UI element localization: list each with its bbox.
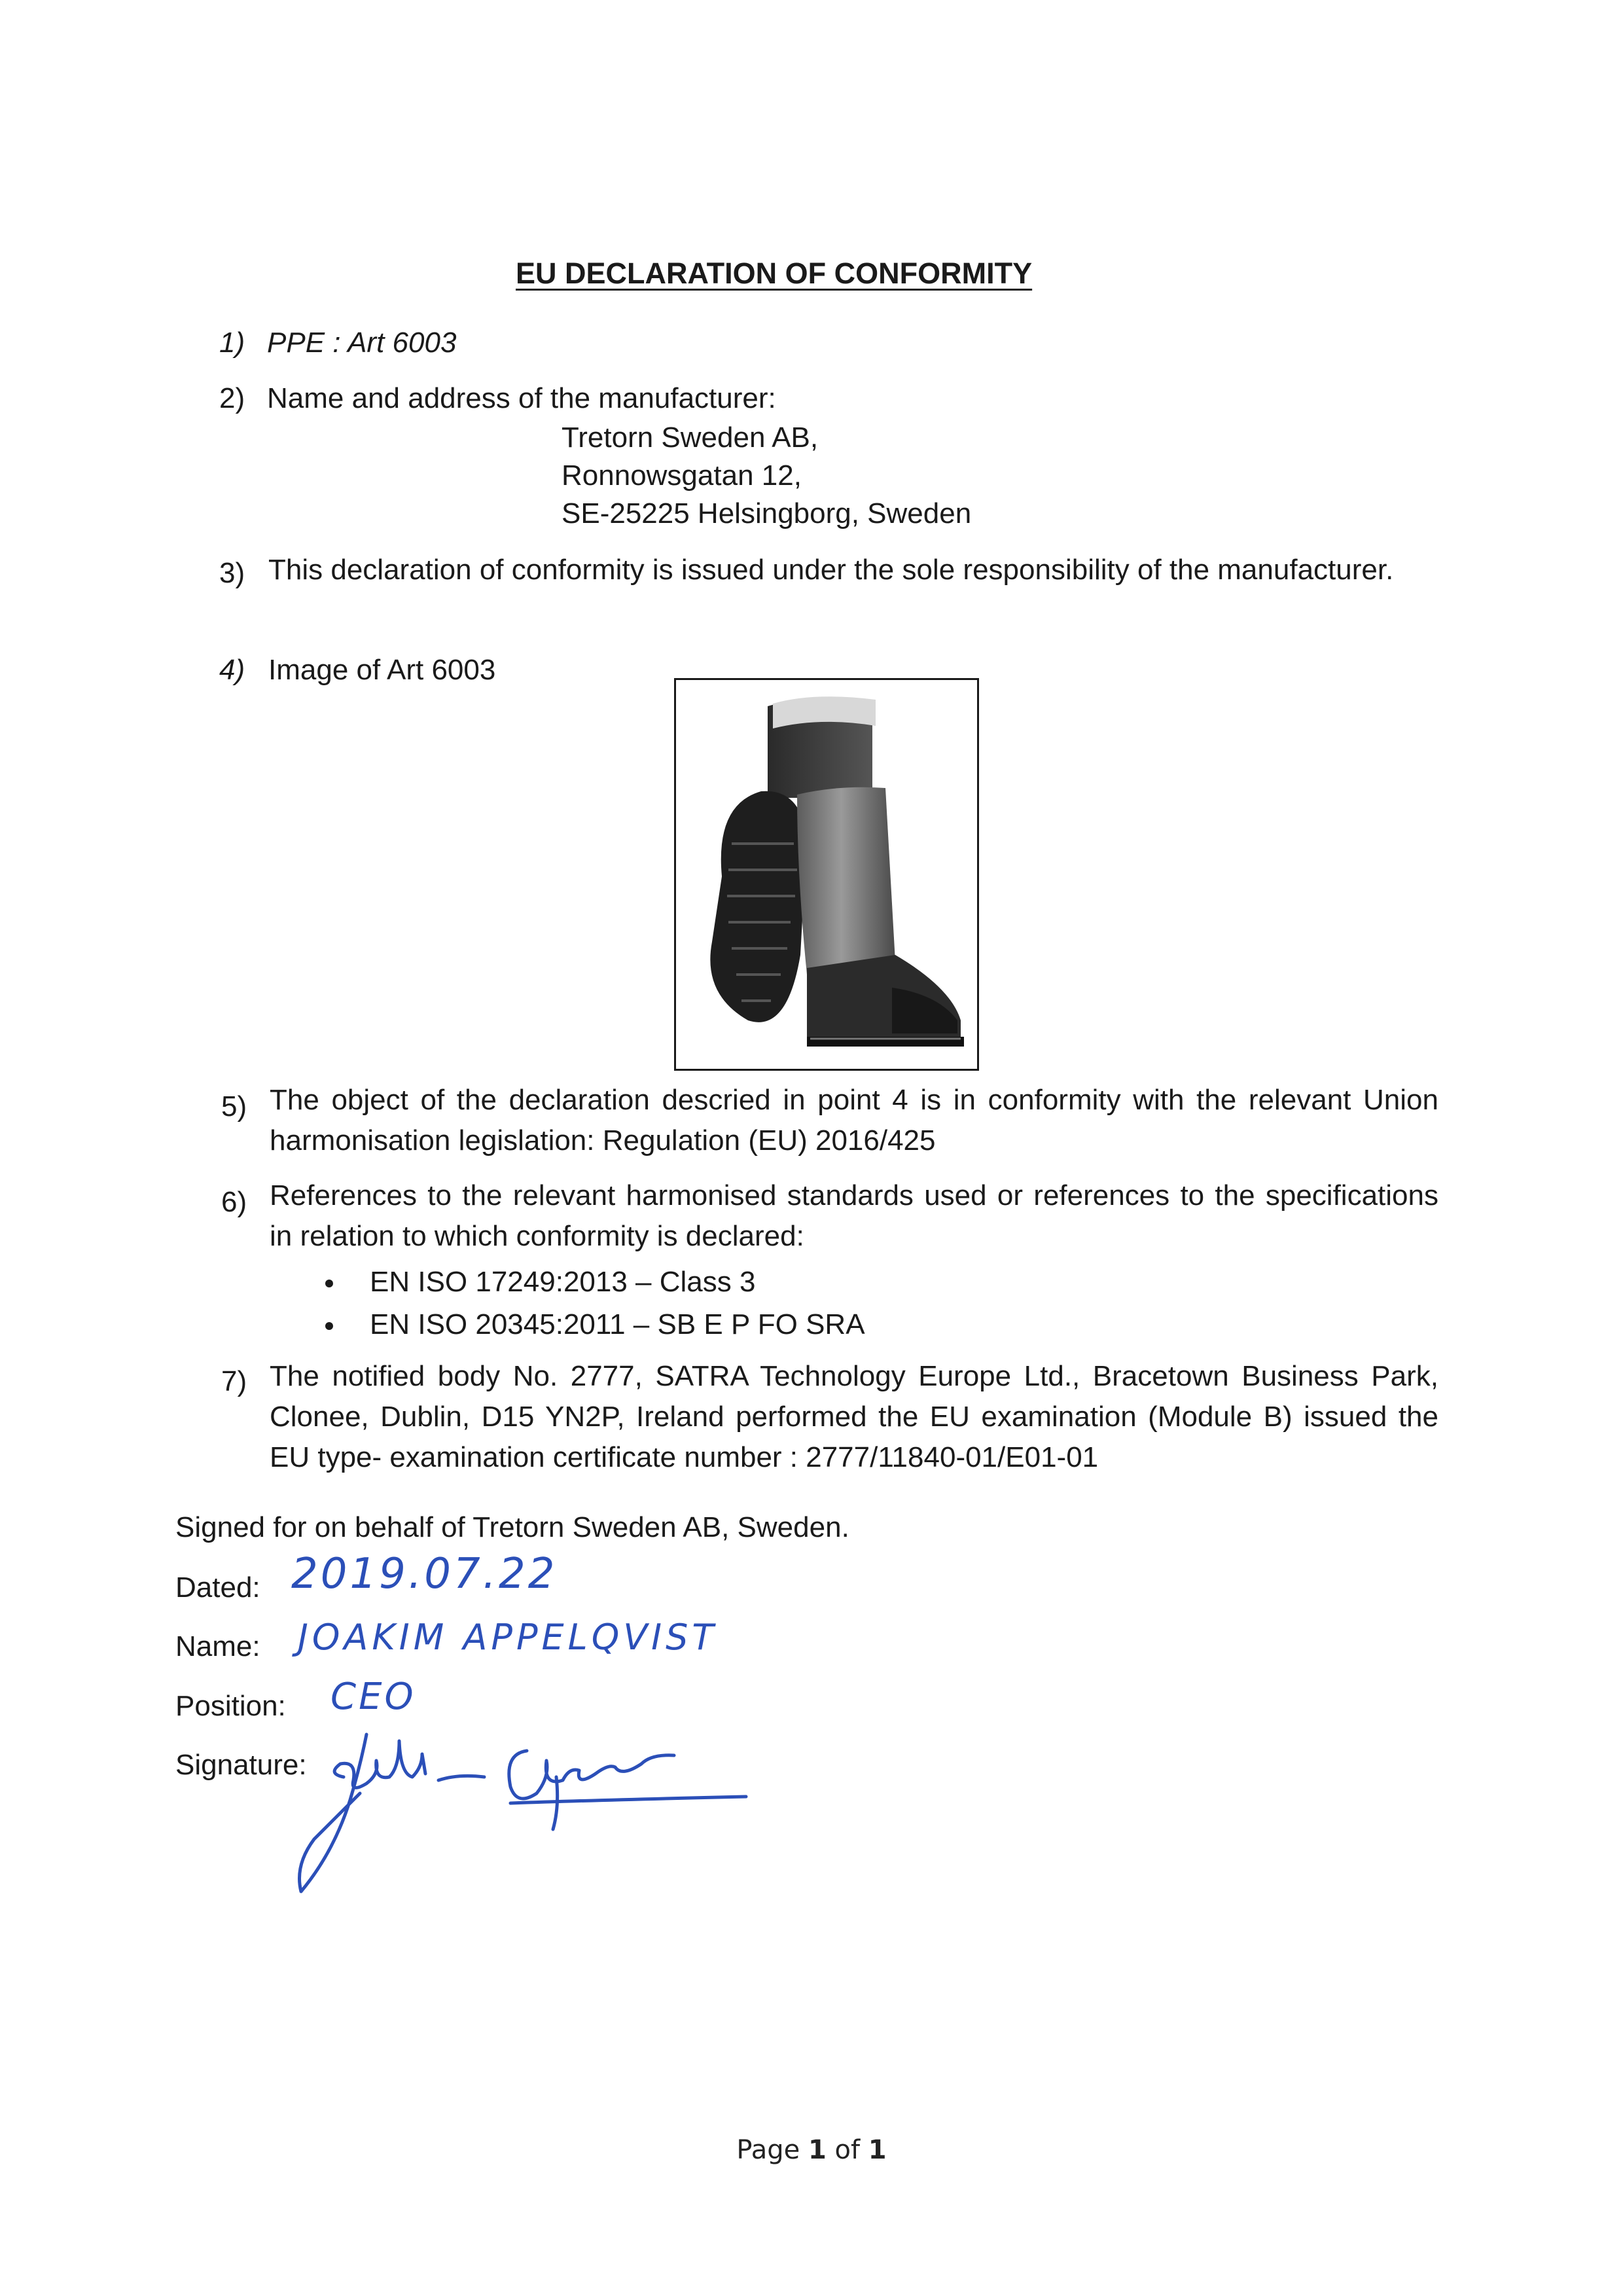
manufacturer-street: Ronnowsgatan 12,	[562, 459, 802, 492]
item-2-text: Name and address of the manufacturer:	[267, 382, 776, 414]
item-7-text: The notified body No. 2777, SATRA Technology Europe Ltd., Bracetown Business Park, Clonee, Dublin, D15 YN2P, Ireland performed the EU examination (Module B) issued the EU type- examination certificate number : 2777/11840-01/E01-01	[270, 1360, 1438, 1473]
item-2-number: 2)	[219, 382, 245, 414]
product-image-frame	[674, 678, 979, 1071]
item-1-number: 1)	[219, 327, 245, 359]
handwritten-signature-image	[288, 1715, 759, 1898]
footer-page-word: Page	[736, 2135, 800, 2165]
manufacturer-name: Tretorn Sweden AB,	[562, 422, 819, 454]
signature-label: Signature:	[175, 1749, 307, 1781]
standard-item: EN ISO 17249:2013 – Class 3	[370, 1266, 756, 1298]
item-4-number: 4)	[219, 654, 245, 686]
document-title: EU DECLARATION OF CONFORMITY	[516, 257, 1033, 290]
manufacturer-city: SE-25225 Helsingborg, Sweden	[562, 497, 972, 529]
item-3-text: This declaration of conformity is issued under the sole responsibility of the manufacturer.	[268, 554, 1394, 586]
item-5-number: 5)	[221, 1090, 247, 1122]
page-footer	[0, 2135, 1623, 2165]
item-4-text: Image of Art 6003	[268, 654, 496, 686]
handwritten-name: JOAKIM APPELQVIST	[298, 1617, 718, 1658]
footer-of-word: of	[834, 2135, 861, 2165]
dated-label: Dated:	[175, 1571, 260, 1604]
signed-for-statement: Signed for on behalf of Tretorn Sweden AB, Sweden.	[175, 1511, 849, 1543]
position-label: Position:	[175, 1690, 286, 1722]
item-1-text: PPE : Art 6003	[267, 327, 457, 359]
footer-page-number: 1	[808, 2135, 827, 2165]
item-6-number: 6)	[221, 1186, 247, 1218]
item-6-text: References to the relevant harmonised standards used or references to the specifications in relation to which conformity is declared:	[270, 1179, 1438, 1252]
item-7-number: 7)	[221, 1365, 247, 1397]
item-3-number: 3)	[219, 557, 245, 589]
rubber-boot-image	[676, 680, 977, 1069]
item-5-text: The object of the declaration descried in point 4 is in conformity with the relevant Union harmonisation legislation: Regulation (EU) 2016/425	[270, 1084, 1438, 1157]
name-label: Name:	[175, 1630, 260, 1662]
handwritten-date: 2019.07.22	[291, 1550, 558, 1598]
standard-item: EN ISO 20345:2011 – SB E P FO SRA	[370, 1308, 865, 1340]
footer-page-total: 1	[868, 2135, 887, 2165]
handwritten-position: CEO	[330, 1676, 416, 1718]
bullet-dot	[325, 1280, 333, 1287]
bullet-dot	[325, 1322, 333, 1330]
